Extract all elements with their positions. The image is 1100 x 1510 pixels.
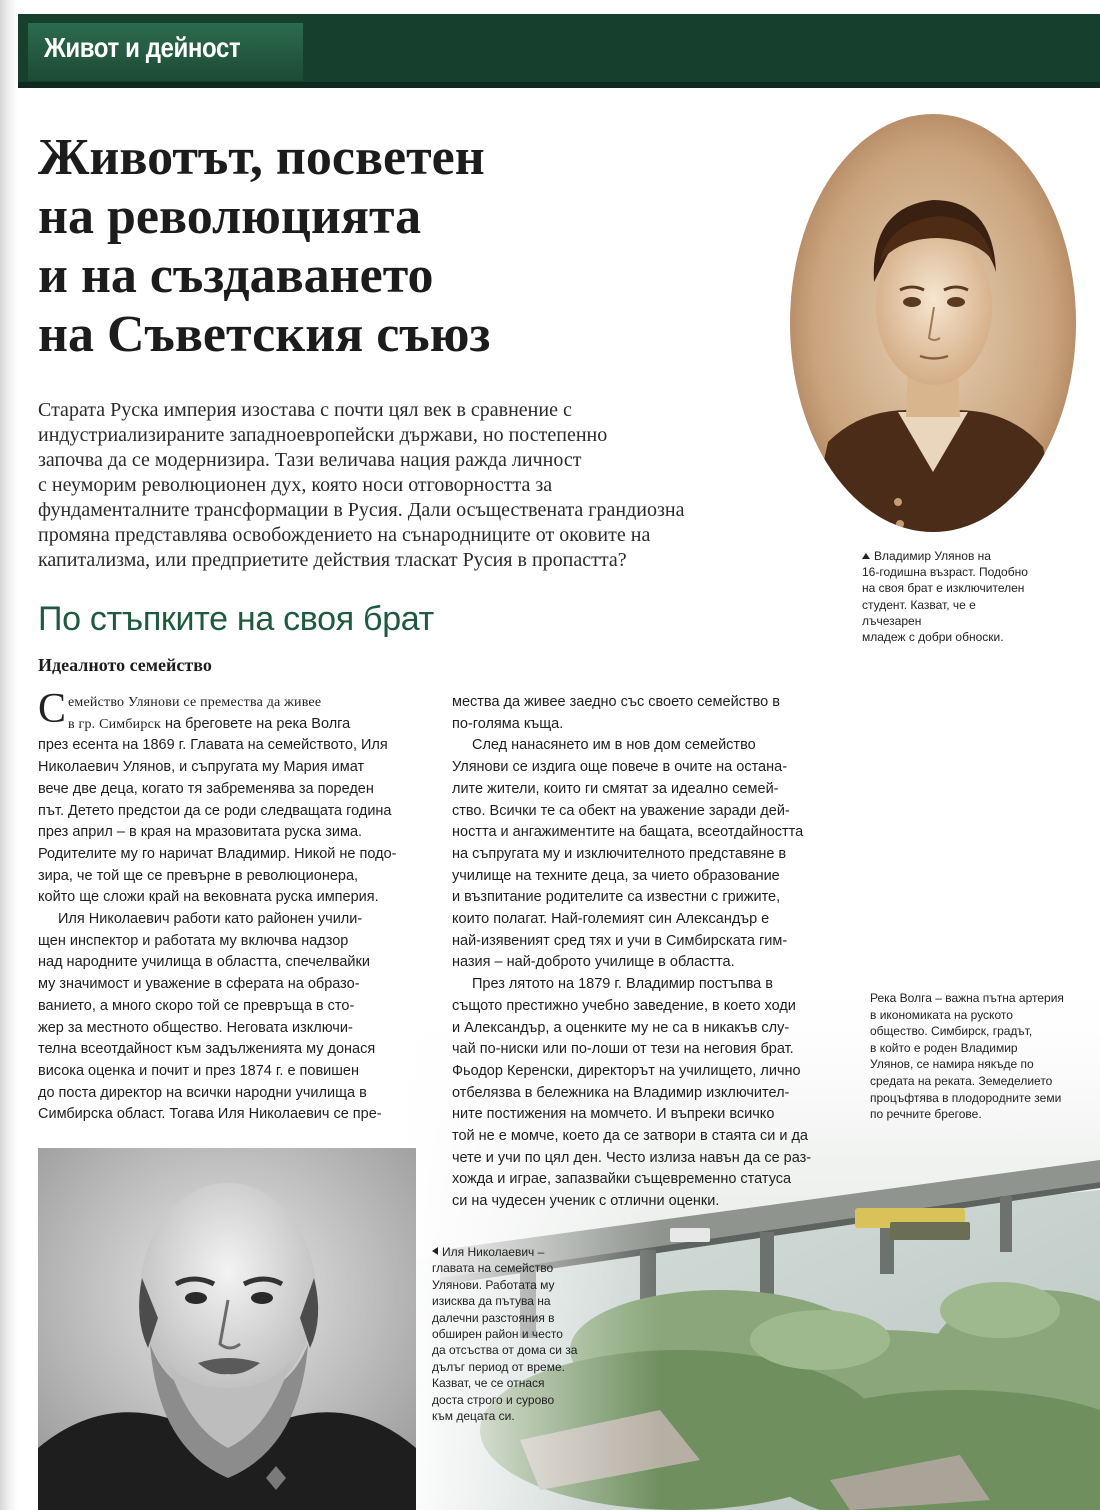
body-line: и възпитание родителите са известни с грижите,: [452, 889, 781, 906]
caption-line: процъфтява в плодородните земи: [870, 1090, 1062, 1105]
body-line: емейство Улянови се премества да живее: [68, 695, 322, 710]
caption-line: средата на реката. Земеделието: [870, 1073, 1053, 1088]
body-line: [38, 714, 416, 736]
body-column-right: [452, 692, 826, 1213]
body-line: по-голяма къща.: [452, 715, 564, 732]
river-photo-caption: [870, 990, 1070, 1123]
body-line: През лятото на 1879 г. Владимир постъпва в: [472, 976, 773, 993]
body-line: висока оценка и почит и през 1874 г. е повишен: [38, 1062, 359, 1079]
paragraph-heading: Идеалното семейство: [38, 655, 212, 675]
caption-line: Улянови. Работата му: [432, 1277, 555, 1292]
caption-line: в който е роден Владимир: [870, 1040, 1018, 1055]
coat-button: [896, 520, 904, 528]
caption-line: младеж с добри обноски.: [862, 630, 1004, 645]
body-line: през април – в края на мразовитата руска зима.: [38, 824, 363, 841]
caption-line: Река Волга – важна пътна артерия: [870, 991, 1064, 1005]
caption-line: към децата си.: [432, 1409, 515, 1424]
body-line: хожда и играе, запазвайки същевременно статуса: [452, 1171, 792, 1188]
caption-line: дълъг период от време.: [432, 1359, 565, 1374]
body-line: вече две деца, когато тя забременява за пореден: [38, 780, 374, 797]
caption-line: доста строго и сурово: [432, 1392, 555, 1407]
lead-line: промяна представлява освобождението на сънародниците от оковите на: [38, 524, 651, 546]
caption-line: Казват, че се отнася: [432, 1376, 545, 1391]
vladimir-portrait-photo: [788, 112, 1078, 534]
caption-line: общество. Симбирск, градът,: [870, 1024, 1033, 1039]
ilya-portrait-photo: [38, 1148, 416, 1510]
body-line: същото престижно учебно заведение, в което ходи: [452, 997, 796, 1014]
body-line: телна всеотдайност към задълженията му донася: [38, 1041, 376, 1058]
body-line: Фьодор Керенски, директорът на училището, лично: [452, 1062, 801, 1079]
lead-line: капитализма, или предприетите действия тласкат Русия в пропастта?: [38, 549, 627, 571]
body-line: училище на техните деца, за чието образование: [452, 867, 780, 884]
body-line: жер за местното общество. Неговата изключи-: [38, 1019, 353, 1036]
caption-line: изисква да пътува на: [432, 1294, 551, 1309]
headline-line: на революцията: [38, 188, 422, 245]
caption-line-text: Иля Николаевич –: [442, 1245, 545, 1259]
article-headline: [38, 128, 758, 364]
header-stripe: [18, 82, 1100, 88]
headline-line: на Съветския съюз: [38, 306, 491, 363]
body-line: на съпругата му и изключителното представяне в: [452, 845, 787, 862]
coat-button: [894, 498, 902, 506]
body-line: Улянови се издига още повече в очите на остана-: [452, 759, 788, 776]
dropcap-letter: С: [38, 686, 67, 732]
truck: [890, 1222, 970, 1240]
caption-line: далечни разстояния в: [432, 1310, 555, 1325]
body-line: чете и учи по цял ден. Често излиза навън да се раз-: [452, 1149, 812, 1166]
body-line: който ще сложи край на вековната руска империя.: [38, 889, 379, 906]
body-line: над народните училища в областта, спечелвайки: [38, 954, 370, 971]
body-line: през есента на 1869 г. Главата на семейството, Иля: [38, 737, 388, 754]
vladimir-photo-caption: [862, 548, 1032, 645]
body-line-rest: на бреговете на река Волга: [161, 715, 351, 732]
body-line: и Александър, а оценките му не са в никакъв слу-: [452, 1019, 790, 1036]
caption-line: на своя брат е изключителен: [862, 581, 1025, 596]
page-fold-shadow: [0, 0, 18, 1510]
lead-line: започва да се модернизира. Тази величава нация ражда личност: [38, 449, 582, 471]
body-line: до поста директор на всички народни училища в: [38, 1084, 367, 1101]
body-line: След нанасянето им в нов дом семейство: [472, 737, 756, 754]
headline-line: Животът, посветен: [38, 129, 485, 186]
section-subheading: По стъпките на своя брат: [38, 600, 434, 638]
body-line: Родителите му го наричат Владимир. Никой не подо-: [38, 845, 397, 862]
ilya-photo-caption: [432, 1244, 582, 1424]
body-line: той не е момче, което да се затвори в стаята си и да: [452, 1128, 808, 1145]
caption-line: 16-годишна възраст. Подобно: [862, 565, 1028, 580]
body-line: назия – най-доброто училище в областта.: [452, 954, 735, 971]
caption-line: да отсъства от дома си за: [432, 1343, 578, 1358]
caption-line: в икономиката на руското: [870, 1007, 1013, 1022]
body-line: ванието, а много скоро той се превръща в сто-: [38, 997, 355, 1014]
body-line-caps: в гр. Симбирск: [68, 716, 161, 732]
body-line: най-изявеният сред тях и учи в Симбирската гим-: [452, 932, 788, 949]
caption-line: по речните брегове.: [870, 1107, 982, 1122]
body-line: ните постижения на момчето. И въпреки всичко: [452, 1106, 775, 1123]
body-line: които полагат. Най-големият син Александър е: [452, 911, 770, 928]
caption-line: главата на семейство: [432, 1261, 554, 1276]
body-line: щен инспектор и работата му включва надзор: [38, 932, 349, 949]
body-line: зира, че той ще се превърне в революционера,: [38, 867, 359, 884]
caption-line: Улянов, се намира някъде по: [870, 1057, 1034, 1072]
body-column-left: [38, 686, 416, 1126]
body-line: път. Детето предстои да се роди следващата година: [38, 802, 392, 819]
body-line: си на чудесен ученик с отлични оценки.: [452, 1193, 720, 1210]
caption-line: студент. Казват, че е лъчезарен: [862, 597, 976, 628]
body-line: лите жители, които ги смятат за идеално семей-: [452, 780, 779, 797]
lead-line: фундаменталните трансформации в Русия. Дали осъществената грандиозна: [38, 499, 685, 521]
body-line: ността и ангажиментите на бащата, всеотдайността: [452, 824, 804, 841]
caption-line: [862, 548, 1032, 564]
lead-paragraph: [38, 398, 778, 573]
headline-line: и на създаването: [38, 247, 434, 304]
caption-arrow-up-icon: [862, 553, 870, 559]
lead-line: индустриализираните западноевропейски държави, но постепенно: [38, 424, 608, 446]
section-label: Живот и дейност: [44, 32, 241, 63]
body-line: мества да живее заедно със своето семейство в: [452, 694, 780, 710]
lead-line: Старата Руска империя изостава с почти цял век в сравнение с: [38, 399, 572, 421]
caption-line-text: Владимир Улянов на: [874, 549, 991, 563]
caption-line: [432, 1244, 582, 1260]
caption-arrow-left-icon: [432, 1247, 438, 1255]
body-line: чай по-ниски или по-лоши от тези на неговия брат.: [452, 1041, 794, 1058]
dropcap-paragraph-start: [38, 686, 416, 735]
bus: [670, 1228, 710, 1242]
lead-line: с неуморим революционен дух, която носи отговорността за: [38, 474, 553, 496]
body-line: Николаевич Улянов, и съпругата му Мария имат: [38, 759, 365, 776]
body-line: Иля Николаевич работи като районен учили-: [58, 911, 363, 928]
body-line: му значимост и уважение в сферата на образо-: [38, 976, 360, 993]
body-line: отбелязва в бележника на Владимир изключител-: [452, 1084, 790, 1101]
body-line: ство. Всички те са обект на уважение заради дей-: [452, 802, 790, 819]
body-line: Симбирска област. Тогава Иля Николаевич се пре-: [38, 1106, 382, 1123]
caption-line: обширен район и често: [432, 1327, 563, 1342]
